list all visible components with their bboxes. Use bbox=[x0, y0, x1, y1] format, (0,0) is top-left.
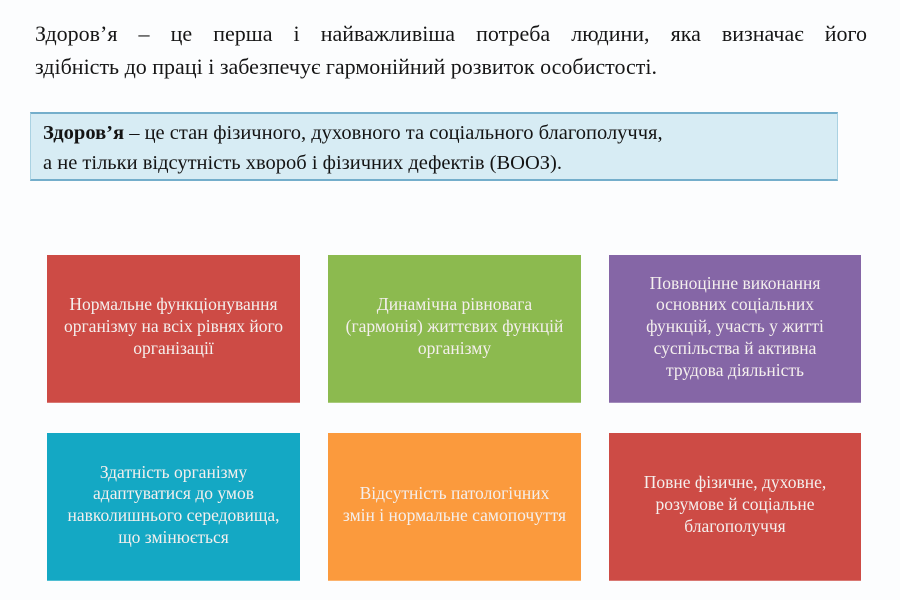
definition-box bbox=[30, 112, 838, 181]
card-no-pathology bbox=[328, 433, 581, 581]
definition-term: Здоров’я bbox=[43, 122, 125, 144]
intro-paragraph bbox=[35, 17, 867, 83]
card-full-wellbeing bbox=[609, 433, 861, 581]
card-adaptation bbox=[47, 433, 300, 581]
health-criteria-grid bbox=[47, 255, 861, 581]
card-label: Нормальне функціонування організму на всіх рівнях його організації bbox=[64, 294, 283, 358]
card-social-functions bbox=[609, 255, 861, 403]
card-dynamic-balance bbox=[328, 255, 581, 403]
definition-line-1 bbox=[43, 118, 827, 148]
definition-term-rest: – це стан фізичного, духовного та соціального благополуччя, bbox=[124, 122, 663, 144]
intro-line-2: здібність до праці і забезпечує гармонійний розвиток особистості. bbox=[35, 54, 658, 79]
card-label: Динамічна рівновага (гармонія) життєвих функцій організму bbox=[345, 294, 564, 358]
card-label: Відсутність патологічних змін і нормальне самопочуття bbox=[342, 483, 567, 525]
intro-line-1: Здоров’я – це перша і найважливіша потреба людини, яка визначає його bbox=[35, 21, 867, 46]
card-label: Повне фізичне, духовне, розумове й соціальне благополуччя bbox=[643, 472, 827, 536]
definition-line-2: а не тільки відсутність хвороб і фізичних дефектів (ВООЗ). bbox=[43, 152, 562, 174]
card-normal-functioning bbox=[47, 255, 300, 403]
card-label: Повноцінне виконання основних соціальних функцій, участь у житті суспільства й активна трудова діяльність bbox=[646, 272, 824, 380]
card-label: Здатність організму адаптуватися до умов навколишнього середовища, що змінюється bbox=[67, 461, 280, 547]
